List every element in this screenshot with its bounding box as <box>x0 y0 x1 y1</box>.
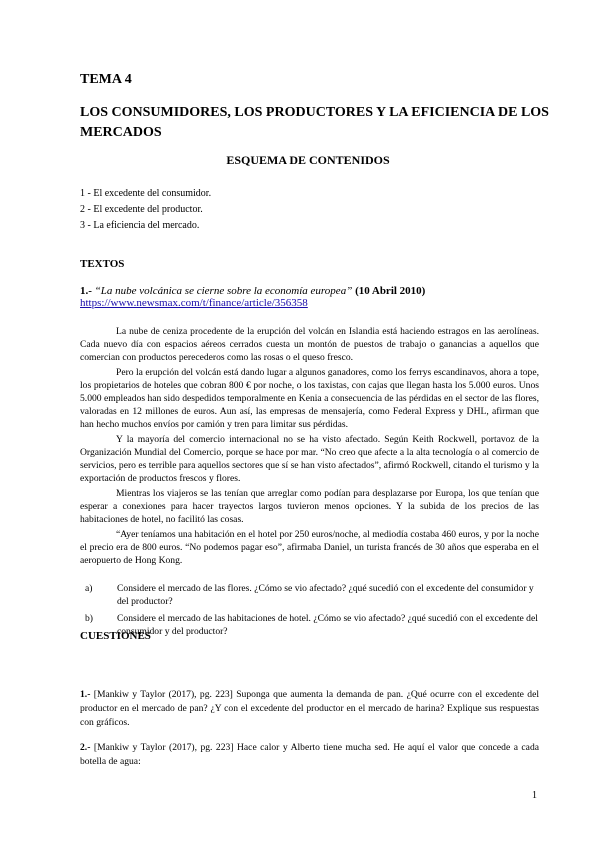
tema-heading: TEMA 4 <box>80 72 132 87</box>
question-label: b) <box>85 613 93 624</box>
article-date: (10 Abril 2010) <box>355 285 426 297</box>
article-title-line <box>80 284 425 298</box>
question-item <box>80 582 539 608</box>
textos-heading: TEXTOS <box>80 258 125 270</box>
article-link[interactable]: https://www.newsmax.com/t/finance/article/356358 <box>80 297 308 309</box>
page-number: 1 <box>532 790 537 801</box>
article-paragraph: Y la mayoría del comercio internacional no se ha visto afectado. Según Keith Rockwell, portavoz de la Organización Mundial del Comercio, porque se hace por mar. “No creo que afecte a la alta tecnología o al comercio de servicios, pero es terrible para aquellos sectores que sí se han visto afectados”, afirmó Rockwell, citando el turismo y la exportación de productos frescos y flores. <box>80 434 539 484</box>
cuestion-item <box>80 688 539 730</box>
question-text: Considere el mercado de las flores. ¿Cómo se vio afectado? ¿qué sucedió con el excedente del consumidor y del productor? <box>117 583 534 607</box>
document-title: LOS CONSUMIDORES, LOS PRODUCTORES Y LA EFICIENCIA DE LOS MERCADOS <box>80 105 549 140</box>
article-paragraph: “Ayer teníamos una habitación en el hotel por 250 euros/noche, al mediodía costaba 460 euros, y por la noche el precio era de 800 euros. “No podemos pagar eso”, afirmaba Daniel, un turista francés de 30 años que esperaba en el aeropuerto de Hong Kong. <box>80 529 539 566</box>
article-number: 1.- <box>80 285 92 297</box>
cuestion-text: [Mankiw y Taylor (2017), pg. 223] Hace calor y Alberto tiene mucha sed. He aquí el valor que concede a cada botella de agua: <box>80 742 539 767</box>
cuestiones-heading: CUESTIONES <box>80 630 151 642</box>
cuestion-text: [Mankiw y Taylor (2017), pg. 223] Suponga que aumenta la demanda de pan. ¿Qué ocurre con el excedente del productor en el mercado de pan? ¿Y con el excedente del productor en el mercado de harina? Explique sus respuestas con gráficos. <box>80 689 539 728</box>
cuestion-item <box>80 741 539 769</box>
article-paragraph: Pero la erupción del volcán está dando lugar a algunos ganadores, como los ferrys escandinavos, ahora a tope, los propietarios de hoteles que cobran 800 € por noche, o los taxistas, con cajas que llegan hasta los 5.000 euros. Unos 5.000 empleados han sido despedidos temporalmente en Kenia a consecuencia de las pérdidas en el sector de las flores, valoradas en 12 millones de euros. Aun así, las empresas de mensajería, como Federal Express y DHL, afirman que han hecho muchos envíos por camión y tren para limitar sus pérdidas. <box>80 367 539 430</box>
toc-item: 2 - El excedente del productor. <box>80 204 203 215</box>
article-paragraph: Mientras los viajeros se las tenían que arreglar como podían para desplazarse por Europa, los que tenían que esperar a conexiones para hacer trayectos largos tuvieron menos opciones. Y la subida de los precios de las habitaciones de hotel, no facilitó las cosas. <box>80 488 539 525</box>
cuestion-number: 1.- <box>80 689 91 700</box>
article-paragraph: La nube de ceniza procedente de la erupción del volcán en Islandia está haciendo estragos en las aerolíneas. Cada nuevo día con espacios aéreos cerrados cuesta un montón de puestos de trabajo o ganancias a aquellos que comercian con productos perecederos como las rosas o el queso fresco. <box>80 326 539 363</box>
article-body <box>80 325 539 569</box>
question-label: a) <box>85 583 93 594</box>
cuestion-number: 2.- <box>80 742 91 753</box>
toc-item: 3 - La eficiencia del mercado. <box>80 220 200 231</box>
toc-item: 1 - El excedente del consumidor. <box>80 188 212 199</box>
table-of-contents <box>80 186 211 234</box>
article-title: “La nube volcánica se cierne sobre la economía europea” <box>94 285 353 297</box>
question-text: Considere el mercado de las habitaciones de hotel. ¿Cómo se vio afectado? ¿qué sucedió con el excedente del consumidor y del productor? <box>117 613 538 637</box>
esquema-heading: ESQUEMA DE CONTENIDOS <box>226 153 390 167</box>
